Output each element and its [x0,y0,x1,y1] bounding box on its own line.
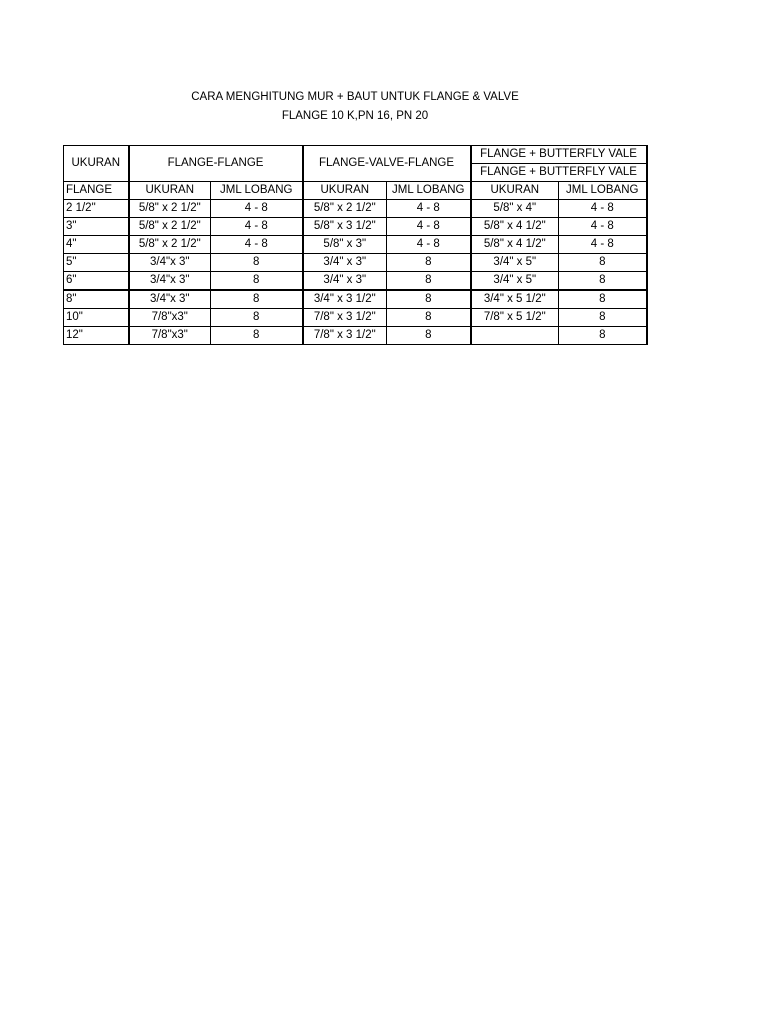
table-cell: 8 [387,327,471,345]
flange-size-cell: 12" [64,327,129,345]
flange-size-cell: 10" [64,309,129,327]
header-flange-flange: FLANGE-FLANGE [129,146,303,182]
table-cell: 3/4"x 3" [129,290,211,309]
document-subtitle: FLANGE 10 K,PN 16, PN 20 [281,110,429,122]
header-flange-valve-flange: FLANGE-VALVE-FLANGE [303,146,471,182]
table-cell: 5/8" x 2 1/2" [129,218,211,236]
table-cell: 7/8" x 5 1/2" [471,309,559,327]
table-cell: 3/4" x 3 1/2" [303,290,387,309]
flange-size-cell: 3" [64,218,129,236]
header-butterfly-1: FLANGE + BUTTERFLY VALE [471,146,647,164]
table-cell: 8 [559,327,647,345]
table-cell: 5/8" x 4" [471,200,559,218]
table-cell: 4 - 8 [211,218,303,236]
table-cell: 5/8" x 2 1/2" [129,236,211,254]
table-cell: 5/8" x 4 1/2" [471,236,559,254]
table-cell: 3/4" x 5 1/2" [471,290,559,309]
flange-size-cell: 6" [64,272,129,291]
table-cell: 4 - 8 [211,200,303,218]
header-sub-row [64,182,647,200]
table-row [64,218,647,236]
table-row [64,236,647,254]
header-row-1 [64,146,647,164]
table-cell: 8 [387,272,471,291]
table-cell [471,327,559,345]
subheader-cell: JML LOBANG [559,182,647,200]
subheader-cell: JML LOBANG [211,182,303,200]
table-cell: 8 [559,254,647,272]
table-cell: 5/8" x 2 1/2" [303,200,387,218]
table-row [64,272,647,291]
bolt-nut-table [63,145,648,345]
flange-size-cell: 4" [64,236,129,254]
table-cell: 3/4" x 3" [303,254,387,272]
table-cell: 4 - 8 [559,236,647,254]
subheader-cell: UKURAN [129,182,211,200]
table-cell: 4 - 8 [387,200,471,218]
table-cell: 5/8" x 3 1/2" [303,218,387,236]
table-cell: 3/4" x 5" [471,272,559,291]
table-cell: 7/8" x 3 1/2" [303,327,387,345]
flange-size-cell: 5" [64,254,129,272]
table-cell: 5/8" x 4 1/2" [471,218,559,236]
table-cell: 8 [211,254,303,272]
table-row [64,309,647,327]
table-cell: 4 - 8 [387,236,471,254]
table-row [64,200,647,218]
document-title: CARA MENGHITUNG MUR + BAUT UNTUK FLANGE & VALVE [191,91,519,103]
table-cell: 5/8" x 2 1/2" [129,200,211,218]
flange-size-cell: 2 1/2" [64,200,129,218]
table-cell: 8 [559,272,647,291]
table-cell: 8 [559,309,647,327]
table-cell: 3/4" x 5" [471,254,559,272]
table-cell: 5/8" x 3" [303,236,387,254]
table-row [64,327,647,345]
table-cell: 7/8"x3" [129,327,211,345]
table-cell: 3/4"x 3" [129,272,211,291]
subheader-cell: FLANGE [64,182,129,200]
table-cell: 4 - 8 [211,236,303,254]
flange-size-cell: 8" [64,290,129,309]
header-butterfly-2: FLANGE + BUTTERFLY VALE [471,164,647,182]
table-cell: 8 [559,290,647,309]
table-cell: 8 [387,290,471,309]
table-cell: 7/8" x 3 1/2" [303,309,387,327]
table-cell: 8 [211,290,303,309]
subheader-cell: UKURAN [303,182,387,200]
table-cell: 8 [211,327,303,345]
table-cell: 4 - 8 [559,200,647,218]
table-row [64,254,647,272]
table-cell: 3/4" x 3" [303,272,387,291]
table-cell: 3/4"x 3" [129,254,211,272]
table-cell: 8 [211,309,303,327]
table-cell: 4 - 8 [387,218,471,236]
table-cell: 8 [211,272,303,291]
subheader-cell: JML LOBANG [387,182,471,200]
table-cell: 8 [387,309,471,327]
subheader-cell: UKURAN [471,182,559,200]
header-ukuran: UKURAN [64,146,129,182]
table-cell: 4 - 8 [559,218,647,236]
table-cell: 8 [387,254,471,272]
table-cell: 7/8"x3" [129,309,211,327]
table-row [64,290,647,309]
